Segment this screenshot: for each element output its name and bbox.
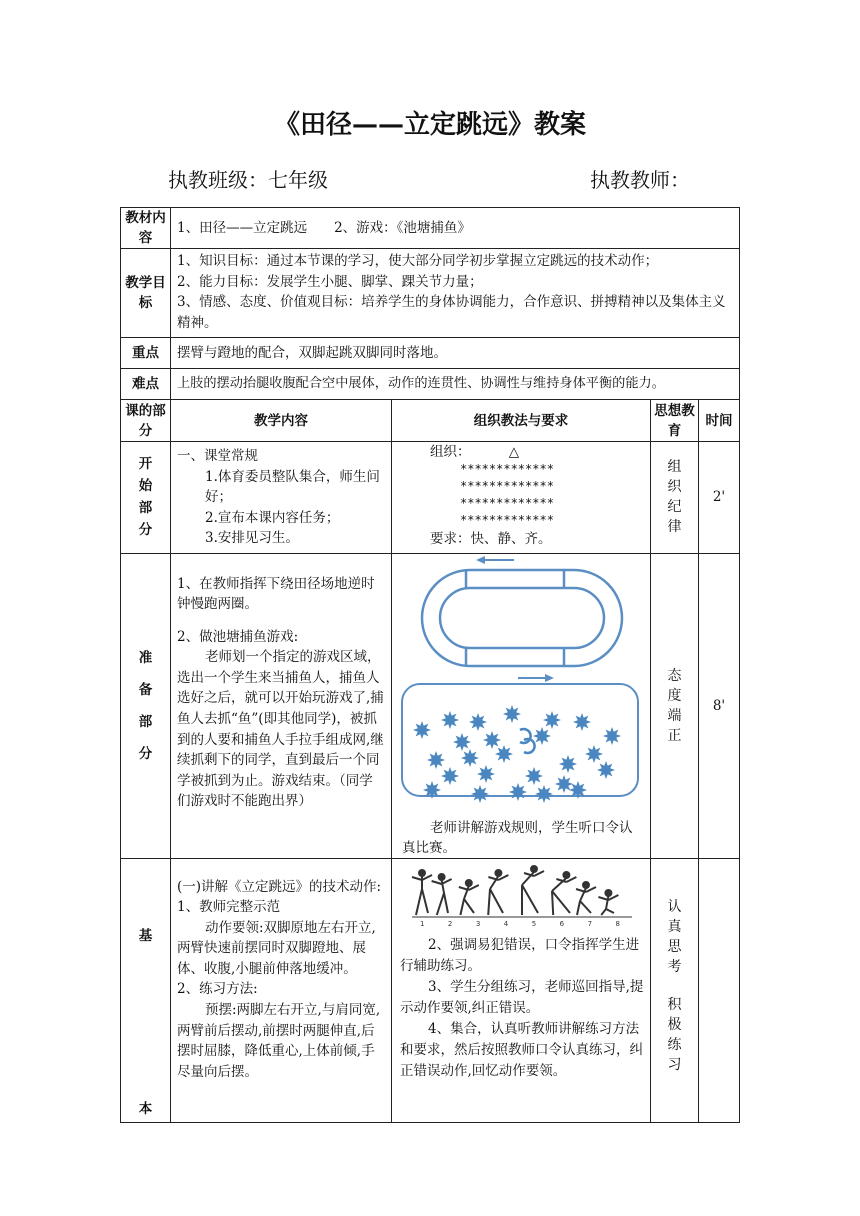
jumper-body-icon (459, 885, 479, 915)
col-part: 课的部分 (121, 400, 171, 442)
material-content: 1、田径——立定跳远 2、游戏：《池塘捕鱼》 (171, 208, 740, 249)
basic-method (392, 858, 651, 1122)
jump-step-numbers: 1 2 3 4 5 6 7 8 (420, 919, 620, 928)
fish-star-icon (535, 785, 553, 803)
fish-star-icon (461, 749, 479, 767)
prep-section-row (121, 553, 740, 858)
basic-part: 基 本 (121, 858, 171, 1122)
difficulty-row (121, 369, 740, 400)
goal-line: 3、情感、态度、价值观目标：培养学生的身体协调能力，合作意识、拼搏精神以及集体主义精神。 (177, 294, 726, 331)
fish-star-icon (423, 781, 441, 799)
start-content: 一、课堂常规 1.体育委员整队集合，师生问好； 2.宣布本课内容任务； 3.安排见习生。 (171, 442, 392, 554)
key-row (121, 338, 740, 369)
fish-star-icon (453, 733, 471, 751)
basic-time (699, 858, 740, 1122)
column-header-row (121, 400, 740, 442)
start-method (392, 442, 651, 554)
goals-content (171, 249, 740, 338)
track-and-pond-diagram (392, 554, 651, 812)
prep-time: 8' (699, 553, 740, 858)
prep-method-caption: 老师讲解游戏规则，学生听口令认真比赛。 (402, 819, 633, 856)
key-content: 摆臂与蹬地的配合，双脚起跳双脚同时落地。 (171, 338, 740, 369)
jumper-head-icon (563, 872, 569, 878)
right-arrow-icon (518, 674, 554, 682)
fish-stars (413, 705, 621, 803)
basic-section-row (121, 858, 740, 1122)
col-method: 组织教法与要求 (392, 400, 651, 442)
difficulty-content: 上肢的摆动抬腿收腹配合空中展体，动作的连贯性、协调性与维持身体平衡的能力。 (171, 369, 740, 400)
difficulty-header: 难点 (121, 369, 171, 400)
fish-star-icon (441, 767, 459, 785)
class-label: 执教班级：七年级 (168, 168, 328, 192)
long-jump-sequence-figure (392, 859, 651, 929)
goal-line: 1、知识目标：通过本节课的学习，使大部分同学初步掌握立定跳远的技术动作； (177, 253, 659, 269)
start-section-row (121, 442, 740, 554)
page-title: 《田径——立定跳远》教案 (273, 110, 586, 140)
jumper-head-icon (605, 890, 611, 896)
start-requirement: 要求：快、静、齐。 (430, 531, 552, 547)
lesson-plan-table (120, 207, 740, 1123)
fish-star-icon (413, 721, 431, 739)
jumper-head-icon (466, 880, 472, 886)
fish-star-icon (597, 761, 615, 779)
fish-star-icon (603, 727, 621, 745)
prep-part: 准 备 部 分 (121, 553, 171, 858)
jumper-body-icon (576, 887, 596, 915)
fish-star-icon (559, 755, 577, 773)
basic-method-text: 2、强调易犯错误，口令指挥学生进行辅助练习。 3、学生分组练习，老师巡回指导,提示动作要领,纠正错误。 4、集合，认真听教师讲解练习方法和要求，然后按照教师口令认真练习，纠正错误动作,回忆动作要领。 (400, 936, 644, 1079)
fish-star-icon (503, 705, 521, 723)
fish-star-icon (483, 731, 501, 749)
jumper-body-icon (412, 875, 432, 915)
jumper-head-icon (531, 866, 537, 872)
running-track (422, 570, 622, 666)
jumper-body-icon (488, 875, 508, 915)
fish-star-icon (585, 745, 603, 763)
fish-star-icon (471, 785, 489, 803)
fish-star-icon (509, 783, 527, 801)
start-ideology: 组 织 纪 律 (651, 442, 699, 554)
col-ideology: 思想教育 (651, 400, 699, 442)
org-label: 组织： (430, 444, 471, 460)
fish-star-icon (495, 745, 513, 763)
start-time: 2' (699, 442, 740, 554)
jumper-head-icon (583, 882, 589, 888)
fish-star-icon (533, 727, 551, 745)
fish-star-icon (569, 781, 587, 799)
goal-line: 2、能力目标：发展学生小腿、脚掌、踝关节力量； (177, 273, 483, 290)
fish-star-icon (477, 765, 495, 783)
student-formation: ************* ************* ************* ************* (460, 462, 554, 527)
teacher-triangle-icon: △ (508, 444, 520, 460)
prep-ideology: 态 度 端 正 (651, 553, 699, 858)
jumper-body-icon (552, 877, 576, 915)
goals-row (121, 249, 740, 338)
pond-area (402, 684, 638, 796)
fish-star-icon (543, 711, 561, 729)
col-content: 教学内容 (171, 400, 392, 442)
basic-ideology: 认 真 思 考 积 极 练 习 (651, 858, 699, 1122)
material-header: 教材内容 (121, 208, 171, 249)
fish-star-icon (441, 711, 459, 729)
prep-method (392, 553, 651, 858)
jumper-head-icon (439, 874, 445, 880)
jumper-body-icon (598, 895, 618, 915)
key-header: 重点 (121, 338, 171, 369)
jumper-body-icon (432, 879, 452, 915)
teacher-label: 执教教师： (590, 168, 690, 192)
fish-star-icon (427, 751, 445, 769)
jumper-head-icon (419, 870, 425, 876)
fish-star-icon (525, 767, 543, 785)
fish-star-icon (573, 713, 591, 731)
catcher-icon (520, 729, 535, 753)
col-time: 时间 (699, 400, 740, 442)
jumper-figures (412, 866, 618, 915)
left-arrow-icon (476, 556, 514, 564)
material-row (121, 208, 740, 249)
basic-content: (一)讲解《立定跳远》的技术动作: 1、教师完整示范 动作要领:双脚原地左右开立,两臂快速前摆同时双脚蹬地、展体、收腹,小腿前伸落地缓冲。 2、练习方法: 预摆:两脚左右开立,与肩同宽,两臂前后摆动,前摆时两腿伸直,后摆时屈膝，降低重心,上体前倾,手尽量向后摆。 (171, 858, 392, 1122)
jumper-head-icon (495, 870, 501, 876)
goals-header: 教学目标 (121, 249, 171, 338)
start-part: 开 始 部 分 (121, 442, 171, 554)
fish-star-icon (469, 713, 487, 731)
prep-content: 1、在教师指挥下绕田径场地逆时钟慢跑两圈。 2、做池塘捕鱼游戏: 老师划一个指定的游戏区域，选出一个学生来当捕鱼人，捕鱼人选好之后，就可以开始玩游戏了,捕鱼人去抓“鱼”(即其他同学)，被抓到的人要和捕鱼人手拉手组成网,继续抓剩下的同学，直到最后一个同学被抓到为止。游戏结束。（同学们游戏时不能跑出界） (171, 553, 392, 858)
jumper-body-icon (522, 871, 544, 915)
